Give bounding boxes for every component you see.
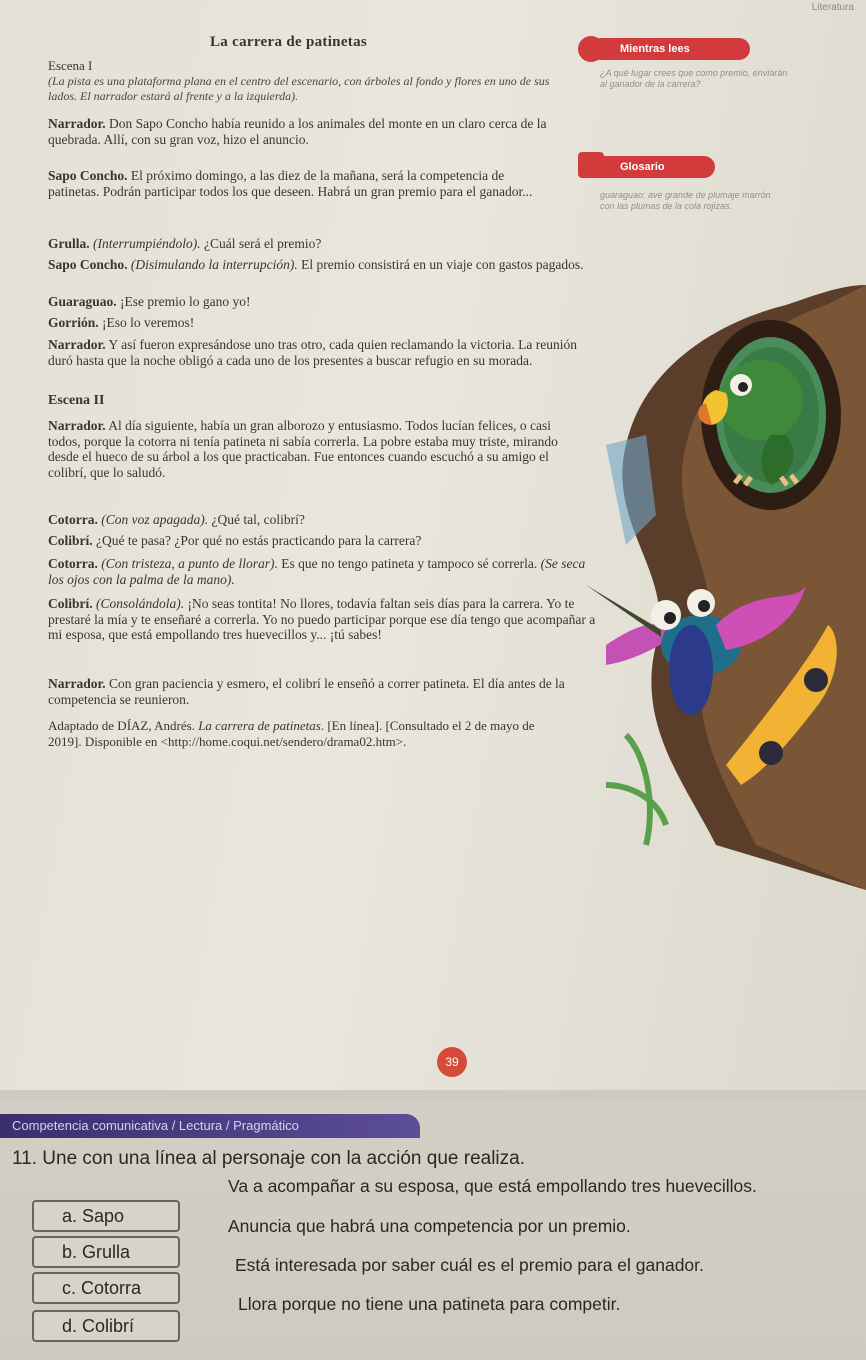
option-grulla[interactable]: b. Grulla [32, 1236, 180, 1268]
action-item[interactable]: Llora porque no tiene una patineta para competir. [238, 1294, 621, 1314]
dialogue-line: Sapo Concho. (Disimulando la interrupción). El premio consistirá en un viaje con gastos pagados. [48, 257, 584, 272]
glasses-icon [578, 36, 604, 62]
book-icon [578, 152, 604, 178]
parrot-illustration [566, 285, 866, 890]
competency-banner: Competencia comunicativa / Lectura / Pragmático [0, 1114, 420, 1138]
dialogue-line: Cotorra. (Con voz apagada). ¿Qué tal, colibrí? [48, 512, 305, 527]
citation: Adaptado de DÍAZ, Andrés. La carrera de patinetas. [En línea]. [Consultado el 2 de mayo de 2019]. Disponible en <http://home.coqui.net/sendero/drama02.htm>. [48, 718, 535, 749]
option-cotorra[interactable]: c. Cotorra [32, 1272, 180, 1304]
dialogue-line: Gorrión. ¡Eso lo veremos! [48, 315, 195, 330]
action-item[interactable]: Está interesada por saber cuál es el premio para el ganador. [235, 1255, 704, 1275]
while-reading-box-title: Mientras lees [590, 38, 750, 60]
section-tag: Literatura [811, 2, 854, 13]
while-reading-box-text: ¿A qué lugar crees que como premio, enviarán al ganador de la carrera? [600, 68, 788, 89]
page-number: 39 [437, 1047, 467, 1077]
scene-1-heading: Escena I [48, 58, 93, 73]
dialogue-line: Narrador. Don Sapo Concho había reunido a los animales del monte en un claro cerca de la quebrada. Allí, con su gran voz, hizo el anuncio. [48, 116, 547, 147]
dialogue-line: Grulla. (Interrumpiéndolo). ¿Cuál será el premio? [48, 236, 322, 251]
scene-2-heading: Escena II [48, 393, 105, 408]
question-title: 11. Une con una línea al personaje con la acción que realiza. [12, 1148, 525, 1169]
dialogue-line: Guaraguao. ¡Ese premio lo gano yo! [48, 294, 251, 309]
dialogue-line: Colibrí. ¿Qué te pasa? ¿Por qué no estás practicando para la carrera? [48, 533, 422, 548]
action-item[interactable]: Anuncia que habrá una competencia por un premio. [228, 1216, 631, 1236]
story-title: La carrera de patinetas [210, 34, 368, 50]
glossary-box-title: Glosario [590, 156, 715, 178]
dialogue-line: Narrador. Y así fueron expresándose uno tras otro, cada quien reclamando la victoria. La reunión duró hasta que la noche obligó a cada uno de los presentes a buscar refugio en su morada. [48, 337, 577, 368]
stage-direction: (La pista es una plataforma plana en el centro del escenario, con árboles al fondo y flores en uno de sus lados. El narrador estará al frente y a la izquierda). [48, 74, 550, 103]
dialogue-line: Sapo Concho. El próximo domingo, a las diez de la mañana, será la competencia de patinetas. Podrán participar todos los que deseen. Habrá un gran premio para el ganador... [48, 168, 533, 199]
option-sapo[interactable]: a. Sapo [32, 1200, 180, 1232]
action-item[interactable]: Va a acompañar a su esposa, que está empollando tres huevecillos. [228, 1176, 757, 1196]
glossary-box-text: guaraguao: ave grande de plumaje marrón con las plumas de la cola rojizas. [600, 190, 771, 211]
dialogue-line: Colibrí. (Consolándola). ¡No seas tontita! No llores, todavía faltan seis días para la carrera. Yo te prestaré la mía y te enseñaré a correrla. Yo no puedo participar porque ese día tengo que acompañar a mi esposa, que está empollando tres huevecillos y... ¡tú sabes! [48, 596, 596, 642]
dialogue-line: Narrador. Con gran paciencia y esmero, el colibrí le enseñó a correr patineta. El día antes de la competencia se reunieron. [48, 676, 565, 707]
dialogue-line: Cotorra. (Con tristeza, a punto de llorar). Es que no tengo patineta y tampoco sé correrla. (Se seca los ojos con la palma de la mano). [48, 556, 586, 587]
option-colibri[interactable]: d. Colibrí [32, 1310, 180, 1342]
dialogue-line: Narrador. Al día siguiente, había un gran alborozo y entusiasmo. Todos lucían felices, o casi todos, porque la cotorra ni tenía patineta ni sabía correrla. La pobre estaba muy triste, mirando desde el hueco de su árbol a los que practicaban. Fue entonces cuando escuchó a su amigo el colibrí, que lo saludó. [48, 418, 558, 480]
